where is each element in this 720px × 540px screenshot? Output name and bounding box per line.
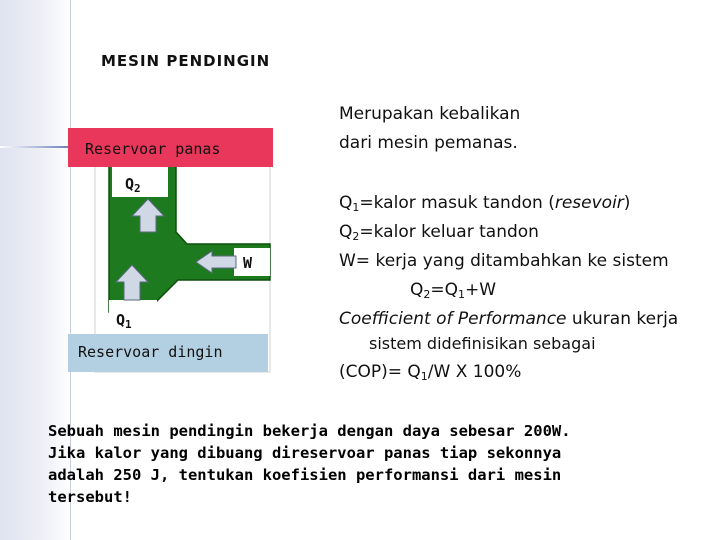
energy-equation: $Q_2=Q_1+W$	[410, 280, 497, 301]
problem-line: Jika kalor yang dibuang direservoar panas tiap sekonnya	[48, 444, 562, 462]
q2-label: $Q_2$	[125, 175, 141, 195]
slide-title: MESIN PENDINGIN	[101, 52, 271, 70]
hot-reservoir-label: Reservoar panas	[85, 140, 221, 158]
cop-formula: $(COP)= Q_1/W$ X 100%	[339, 362, 522, 383]
q1-definition: $Q_1=kalor$ masuk tandon (resevoir)	[339, 193, 631, 214]
problem-statement	[48, 420, 688, 508]
w-definition: W= kerja yang ditambahkan ke sistem	[339, 251, 669, 271]
work-label: W	[243, 254, 253, 272]
problem-line: Sebuah mesin pendingin bekerja dengan daya sebesar 200W.	[48, 422, 571, 440]
problem-line: tersebut!	[48, 488, 132, 506]
explanation-line2: dari mesin pemanas.	[339, 133, 518, 153]
problem-line: adalah 250 J, tentukan koefisien performansi dari mesin	[48, 466, 562, 484]
q2-definition: $Q_2=kalor$ keluar tandon	[339, 222, 539, 243]
q1-label: $Q_1$	[116, 311, 132, 331]
cold-reservoir-label: Reservoar dingin	[78, 343, 223, 361]
cop-description-line2: sistem didefinisikan sebagai	[369, 334, 596, 353]
cop-description: Coefficient of Performance ukuran kerja	[339, 309, 679, 329]
explanation-line1: Merupakan kebalikan	[339, 104, 521, 124]
